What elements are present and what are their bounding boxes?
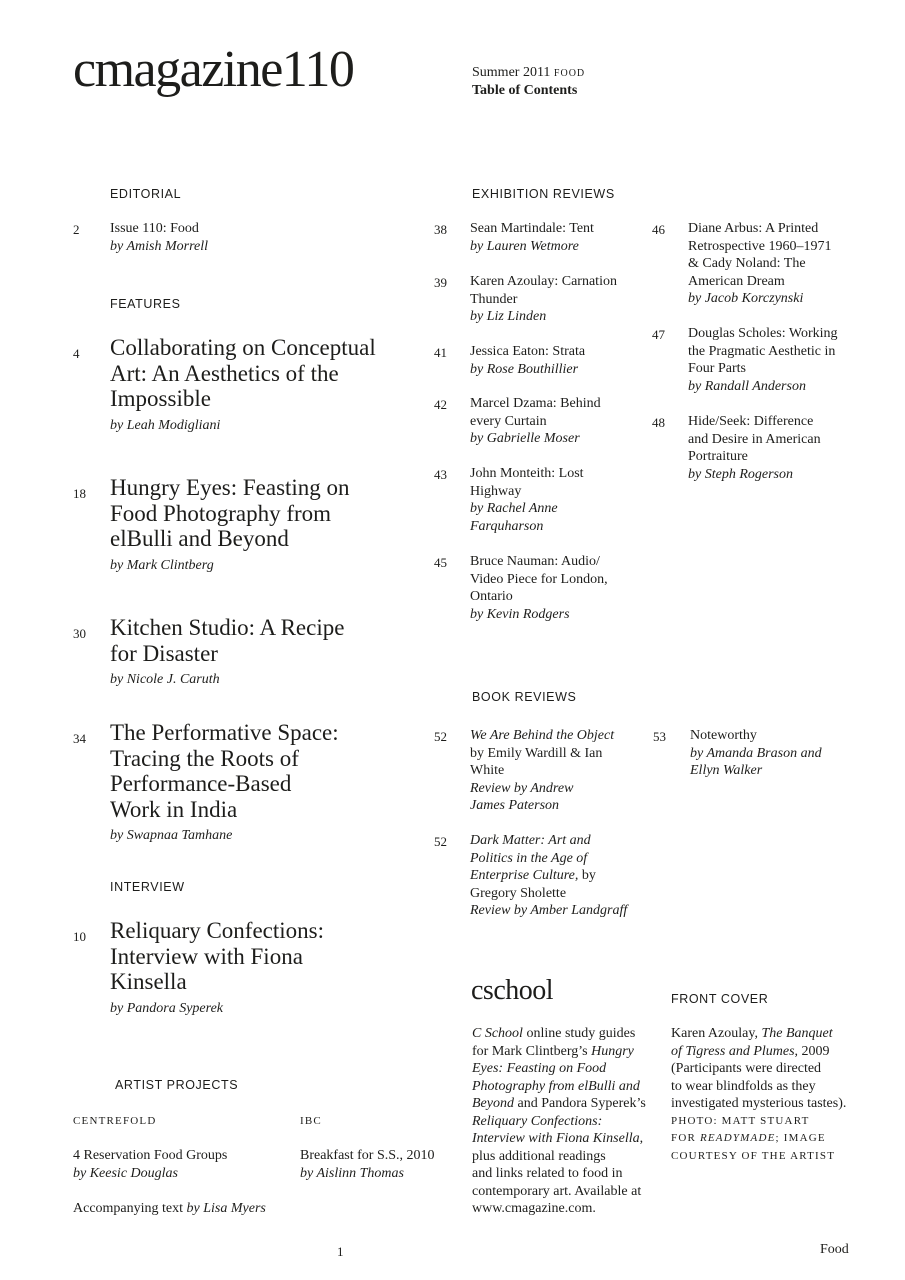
feature-title-line: Hungry Eyes: Feasting on xyxy=(110,475,350,500)
review-author-line: by Rachel Anne xyxy=(470,501,558,516)
toc-feature-entry[interactable] xyxy=(110,720,410,844)
review-title-line: Thunder xyxy=(470,291,518,307)
toc-page-number: 41 xyxy=(434,345,447,360)
ibc-title: Breakfast for S.S., 2010 xyxy=(300,1148,435,1163)
cschool-website-link[interactable]: www.cmagazine.com. xyxy=(472,1201,596,1216)
section-heading-exhibition-reviews: EXHIBITION REVIEWS xyxy=(472,187,615,201)
review-title-line: and Desire in American xyxy=(688,431,821,447)
section-heading-interview: INTERVIEW xyxy=(110,880,185,894)
toc-page-number: 30 xyxy=(73,626,86,641)
accompanying-prefix: Accompanying text xyxy=(73,1201,187,1216)
review-title-line: Hide/Seek: Difference xyxy=(688,414,814,429)
cover-artist: Karen Azoulay, xyxy=(671,1026,762,1041)
review-title-line: Bruce Nauman: Audio/ xyxy=(470,554,600,569)
cover-description: investigated mysterious tastes). xyxy=(671,1096,847,1111)
review-author-line: by Rose Bouthillier xyxy=(470,361,579,377)
book-by-word: by xyxy=(578,868,596,883)
issue-theme: FOOD xyxy=(553,68,586,79)
photo-credit: FOR xyxy=(671,1132,700,1144)
cschool-text: and Pandora Syperek’s xyxy=(513,1096,646,1111)
review-title-line: Karen Azoulay: Carnation xyxy=(470,274,617,289)
toc-entry[interactable] xyxy=(110,220,208,255)
book-review-entry[interactable] xyxy=(470,727,645,815)
toc-feature-entry[interactable] xyxy=(110,615,410,688)
review-entry[interactable] xyxy=(470,553,640,623)
feature-author: by Swapnaa Tamhane xyxy=(110,828,233,843)
review-author-line: by Jacob Korczynski xyxy=(688,291,804,306)
photo-credit: COURTESY OF THE ARTIST xyxy=(671,1149,836,1162)
toc-page-number: 52 xyxy=(434,834,447,849)
cschool-text: Eyes: Feasting on Food xyxy=(472,1061,607,1076)
review-author-line: Farquharson xyxy=(470,518,544,534)
cschool-text: and links related to food in xyxy=(472,1166,623,1181)
book-title-line: Dark Matter: Art and xyxy=(470,833,591,848)
review-title-line: Video Piece for London, xyxy=(470,571,608,587)
review-title-line: American Dream xyxy=(688,273,785,289)
reviewer-line: Review by Andrew xyxy=(470,780,574,796)
feature-title-line: Food Photography from xyxy=(110,500,332,526)
toc-page-number: 2 xyxy=(73,222,80,237)
feature-title-line: Performance-Based xyxy=(110,771,292,796)
book-author-line: Gregory Sholette xyxy=(470,885,567,901)
book-author-line: by Emily Wardill & Ian xyxy=(470,745,603,761)
review-title-line: the Pragmatic Aesthetic in xyxy=(688,343,836,359)
feature-author: by Nicole J. Caruth xyxy=(110,672,220,687)
cover-description: to wear blindfolds as they xyxy=(671,1078,816,1094)
feature-author: by Pandora Syperek xyxy=(110,1000,223,1016)
feature-title-line: Impossible xyxy=(110,386,211,411)
toc-page-number: 43 xyxy=(434,467,447,482)
book-author-line: Ellyn Walker xyxy=(690,763,763,778)
section-heading-features: FEATURES xyxy=(110,297,181,311)
reviewer-line: Review by Amber Landgraff xyxy=(470,903,628,918)
book-review-entry[interactable] xyxy=(470,832,650,920)
toc-page-number: 47 xyxy=(652,327,665,342)
review-entry[interactable] xyxy=(470,273,640,326)
toc-entry-title: Issue 110: Food xyxy=(110,221,199,236)
review-entry[interactable] xyxy=(470,465,640,535)
centrefold-label: CENTREFOLD xyxy=(73,1115,157,1127)
toc-page-number: 42 xyxy=(434,397,447,412)
feature-title-line: Art: An Aesthetics of the xyxy=(110,360,339,386)
photo-credit: READYMADE xyxy=(699,1132,776,1144)
page-title: Table of Contents xyxy=(472,83,578,98)
cschool-text: Photography from elBulli and xyxy=(472,1078,640,1094)
centrefold-title: 4 Reservation Food Groups xyxy=(73,1148,228,1163)
centrefold-entry[interactable] xyxy=(73,1147,227,1182)
accompanying-author: by Lisa Myers xyxy=(186,1201,266,1216)
toc-page-number: 45 xyxy=(434,555,447,570)
book-title-line: Politics in the Age of xyxy=(470,850,588,866)
toc-page-number: 52 xyxy=(434,729,447,744)
review-entry[interactable] xyxy=(470,395,640,448)
section-heading-artist-projects: ARTIST PROJECTS xyxy=(115,1078,239,1092)
toc-page-number: 46 xyxy=(652,222,665,237)
review-author-line: by Steph Rogerson xyxy=(688,466,793,482)
ibc-label: IBC xyxy=(300,1115,322,1127)
toc-page-number: 18 xyxy=(73,486,86,501)
feature-title-line: Interview with Fiona xyxy=(110,943,303,969)
review-entry[interactable] xyxy=(688,325,868,395)
toc-page-number: 39 xyxy=(434,275,447,290)
review-title-line: Portraiture xyxy=(688,449,748,464)
book-title-line: We Are Behind the Object xyxy=(470,728,615,743)
toc-page-number: 10 xyxy=(73,929,86,944)
book-title-line: Noteworthy xyxy=(690,728,757,743)
feature-title-line: elBulli and Beyond xyxy=(110,526,289,551)
issue-header xyxy=(472,64,585,99)
review-author-line: by Liz Linden xyxy=(470,309,547,324)
footer-page-number: 1 xyxy=(337,1244,344,1259)
cschool-text: Interview with Fiona Kinsella xyxy=(472,1131,640,1146)
footer-section-label: Food xyxy=(820,1242,849,1257)
feature-author: by Mark Clintberg xyxy=(110,557,214,573)
review-title-line: John Monteith: Lost xyxy=(470,466,584,481)
review-title-line: Diane Arbus: A Printed xyxy=(688,221,819,236)
front-cover-caption xyxy=(671,1025,871,1165)
cschool-text: Beyond xyxy=(472,1096,514,1111)
review-title-line: Marcel Dzama: Behind xyxy=(470,396,601,411)
review-title-line: Highway xyxy=(470,483,522,499)
ibc-entry[interactable] xyxy=(300,1147,435,1182)
section-heading-editorial: EDITORIAL xyxy=(110,187,182,201)
review-entry[interactable] xyxy=(688,220,868,308)
cschool-text: , xyxy=(639,1131,644,1146)
review-title-line: Ontario xyxy=(470,589,513,604)
toc-page-number: 34 xyxy=(73,731,86,746)
toc-page-number: 53 xyxy=(653,729,666,744)
feature-title-line: Reliquary Confections: xyxy=(110,918,324,943)
toc-feature-entry[interactable] xyxy=(110,475,410,574)
cschool-text: Hungry xyxy=(591,1043,634,1059)
toc-page-number: 38 xyxy=(434,222,447,237)
feature-title-line: for Disaster xyxy=(110,640,218,666)
toc-feature-entry[interactable] xyxy=(110,335,410,434)
magazine-logo: cmagazine110 xyxy=(73,41,354,98)
book-author-line: by Amanda Brason and xyxy=(690,745,822,761)
review-title-line: Retrospective 1960–1971 xyxy=(688,238,832,254)
centrefold-author: by Keesic Douglas xyxy=(73,1165,178,1181)
ibc-author: by Aislinn Thomas xyxy=(300,1165,404,1181)
feature-title-line: Kinsella xyxy=(110,969,187,994)
feature-title-line: Kitchen Studio: A Recipe xyxy=(110,615,345,640)
photo-credit: PHOTO: MATT STUART xyxy=(671,1114,810,1127)
cschool-text: plus additional readings xyxy=(472,1148,606,1164)
cover-description: (Participants were directed xyxy=(671,1061,822,1076)
section-heading-front-cover: FRONT COVER xyxy=(671,992,769,1006)
cover-year: , 2009 xyxy=(794,1043,830,1059)
feature-title-line: Collaborating on Conceptual xyxy=(110,335,376,360)
review-title-line: Jessica Eaton: Strata xyxy=(470,344,586,359)
feature-author: by Leah Modigliani xyxy=(110,417,221,433)
review-title-line: Douglas Scholes: Working xyxy=(688,326,838,341)
accompanying-text xyxy=(73,1200,266,1218)
photo-credit: ; IMAGE xyxy=(775,1132,826,1144)
section-heading-book-reviews: BOOK REVIEWS xyxy=(472,690,577,704)
review-entry[interactable] xyxy=(688,413,868,483)
cschool-text: Reliquary Confections: xyxy=(472,1113,603,1129)
toc-feature-entry[interactable] xyxy=(110,918,410,1017)
cschool-logo: cschool xyxy=(471,975,554,1006)
feature-title-line: Tracing the Roots of xyxy=(110,745,299,771)
review-entry[interactable] xyxy=(470,220,640,255)
toc-page-number: 48 xyxy=(652,415,665,430)
review-author-line: by Lauren Wetmore xyxy=(470,238,579,254)
toc-page-number: 4 xyxy=(73,346,80,361)
issue-season: Summer 2011 xyxy=(472,65,551,80)
review-entry[interactable] xyxy=(470,343,640,378)
feature-title-line: Work in India xyxy=(110,796,238,822)
review-title-line: & Cady Noland: The xyxy=(688,256,806,271)
cschool-text: for Mark Clintberg’s xyxy=(472,1043,592,1059)
reviewer-line: James Paterson xyxy=(470,798,560,813)
review-title-line: Sean Martindale: Tent xyxy=(470,221,594,236)
book-author-line: White xyxy=(470,763,505,778)
review-author-line: by Kevin Rodgers xyxy=(470,606,570,622)
review-title-line: Four Parts xyxy=(688,361,746,376)
cschool-text: contemporary art. Available at xyxy=(472,1183,642,1199)
review-author-line: by Gabrielle Moser xyxy=(470,431,580,446)
cschool-text: online study guides xyxy=(522,1026,636,1041)
cschool-text: C School xyxy=(472,1026,523,1041)
review-title-line: every Curtain xyxy=(470,413,547,429)
book-title-line: Enterprise Culture, xyxy=(470,868,579,883)
toc-entry-author: by Amish Morrell xyxy=(110,238,208,254)
cschool-description xyxy=(472,1025,662,1218)
cover-work-title: of Tigress and Plumes xyxy=(671,1043,795,1059)
cover-work-title: The Banquet xyxy=(761,1026,833,1041)
book-review-entry[interactable] xyxy=(690,727,870,780)
review-author-line: by Randall Anderson xyxy=(688,378,806,394)
feature-title-line: The Performative Space: xyxy=(110,720,339,745)
